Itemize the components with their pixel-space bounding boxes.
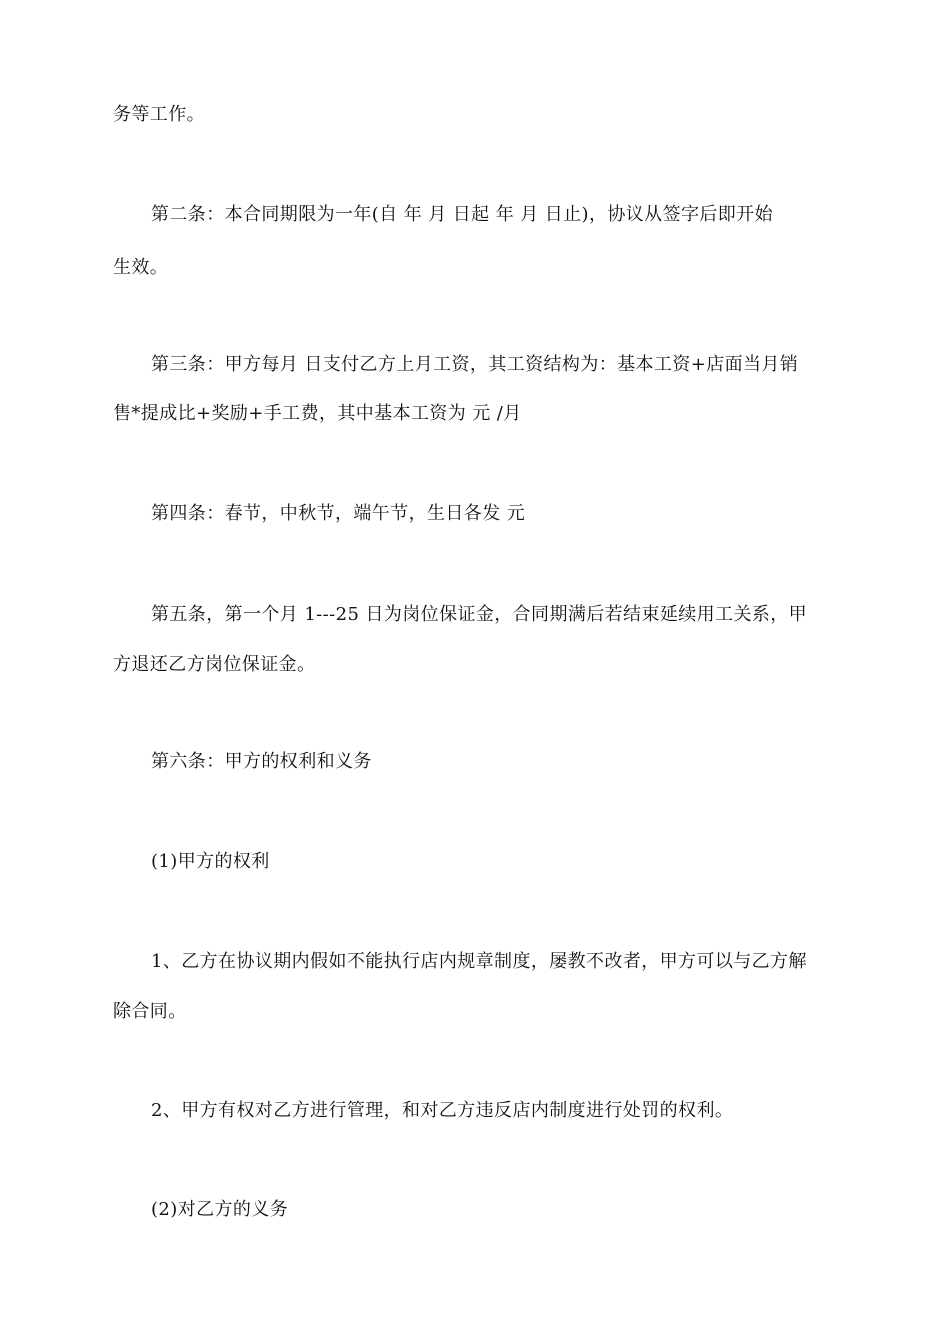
article-5-line-1: 第五条，第一个月 1---25 日为岗位保证金，合同期满后若结束延续用工关系，甲 [151, 604, 808, 625]
right-2: 2、甲方有权对乙方进行管理，和对乙方违反店内制度进行处罚的权利。 [151, 1100, 734, 1121]
article-5-line-2: 方退还乙方岗位保证金。 [113, 654, 316, 675]
article-2-line-1: 第二条：本合同期限为一年(自 年 月 日起 年 月 日止)，协议从签字后即开始 [151, 204, 773, 225]
right-1-line-2: 除合同。 [113, 1001, 187, 1022]
party-a-obligations-heading: (2)对乙方的义务 [151, 1199, 289, 1220]
article-3-line-2: 售*提成比+奖励+手工费，其中基本工资为 元 /月 [113, 403, 522, 424]
article-6-heading: 第六条：甲方的权利和义务 [151, 751, 372, 772]
article-4: 第四条：春节，中秋节，端午节，生日各发 元 [151, 503, 526, 524]
article-3-line-1: 第三条：甲方每月 日支付乙方上月工资，其工资结构为：基本工资+店面当月销 [151, 354, 799, 375]
party-a-rights-heading: (1)甲方的权利 [151, 851, 270, 872]
paragraph-continuation: 务等工作。 [113, 104, 205, 125]
right-1-line-1: 1、乙方在协议期内假如不能执行店内规章制度，屡教不改者，甲方可以与乙方解 [151, 951, 807, 972]
article-2-line-2: 生效。 [113, 257, 169, 278]
